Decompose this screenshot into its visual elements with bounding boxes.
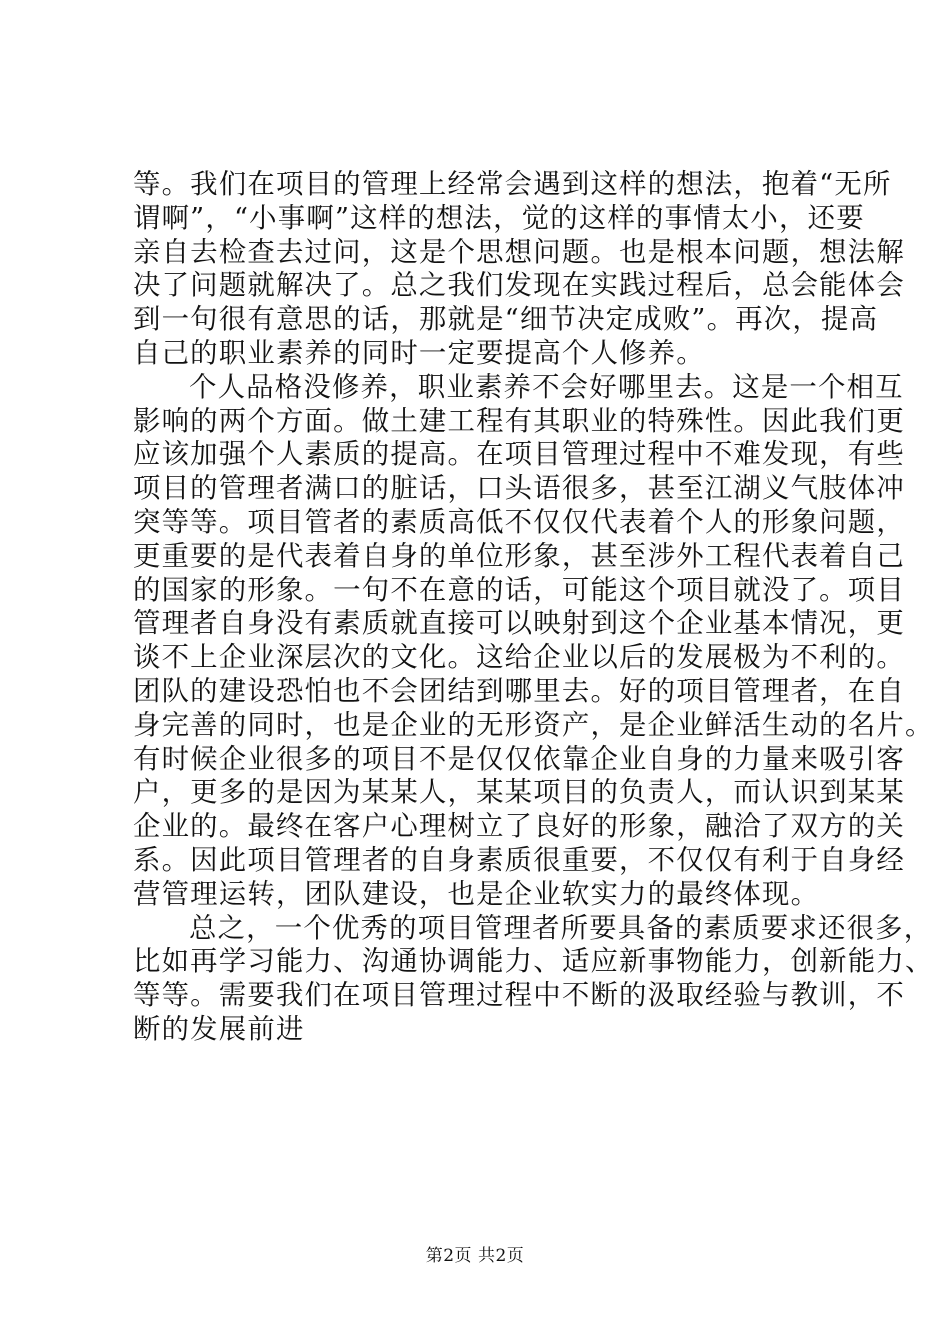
- text-line: 身完善的同时，也是企业的无形资产，是企业鲜活生动的名片。: [133, 709, 934, 741]
- page-footer: [0, 1244, 950, 1268]
- text-line: 更重要的是代表着自身的单位形象，甚至涉外工程代表着自己: [133, 540, 905, 572]
- document-body: [133, 168, 934, 1047]
- text-line: 亲自去检查去过问，这是个思想问题。也是根本问题，想法解: [133, 236, 905, 268]
- text-line: 等等。需要我们在项目管理过程中不断的汲取经验与教训，不: [133, 980, 905, 1012]
- text-line: 突等等。项目管者的素质高低不仅仅代表着个人的形象问题，: [133, 506, 905, 538]
- text-line: 的国家的形象。一句不在意的话，可能这个项目就没了。项目: [133, 574, 905, 606]
- text-line: 总之，一个优秀的项目管理者所要具备的素质要求还很多，: [189, 912, 933, 944]
- text-line: 到一句很有意思的话，那就是“细节决定成败”。再次，提高: [133, 304, 879, 336]
- text-line: 系。因此项目管理者的自身素质很重要，不仅仅有利于自身经: [133, 844, 905, 876]
- paragraph-1: [133, 168, 905, 371]
- text-line: 等。我们在项目的管理上经常会遇到这样的想法，抱着“无所: [133, 169, 892, 200]
- text-line: 管理者自身没有素质就直接可以映射到这个企业基本情况，更: [133, 608, 905, 640]
- page-number-label: 第2页 共2页: [425, 1246, 525, 1266]
- paragraph-3: [133, 912, 934, 1047]
- text-line: 项目的管理者满口的脏话，口头语很多，甚至江湖义气肢体冲: [133, 473, 905, 505]
- text-line: 应该加强个人素质的提高。在项目管理过程中不难发现，有些: [133, 439, 905, 471]
- text-line: 比如再学习能力、沟通协调能力、适应新事物能力，创新能力、: [133, 946, 934, 978]
- text-line: 个人品格没修养，职业素养不会好哪里去。这是一个相互: [189, 371, 904, 403]
- paragraph-2: [133, 371, 934, 912]
- text-line: 谈不上企业深层次的文化。这给企业以后的发展极为不利的。: [133, 642, 905, 674]
- text-line: 企业的。最终在客户心理树立了良好的形象，融洽了双方的关: [133, 811, 905, 843]
- text-line: 营管理运转，团队建设，也是企业软实力的最终体现。: [133, 878, 820, 910]
- text-line: 决了问题就解决了。总之我们发现在实践过程后，总会能体会: [133, 270, 905, 302]
- text-line: 户，更多的是因为某某人，某某项目的负责人，而认识到某某: [133, 777, 905, 809]
- text-line: 有时候企业很多的项目不是仅仅依靠企业自身的力量来吸引客: [133, 743, 905, 775]
- text-line: 影响的两个方面。做土建工程有其职业的特殊性。因此我们更: [133, 405, 905, 437]
- text-line: 团队的建设恐怕也不会团结到哪里去。好的项目管理者，在自: [133, 675, 905, 707]
- text-line: 谓啊”，“小事啊”这样的想法，觉的这样的事情太小，还要: [133, 202, 865, 234]
- text-line: 自己的职业素养的同时一定要提高个人修养。: [133, 337, 705, 369]
- text-line: 断的发展前进: [133, 1013, 305, 1045]
